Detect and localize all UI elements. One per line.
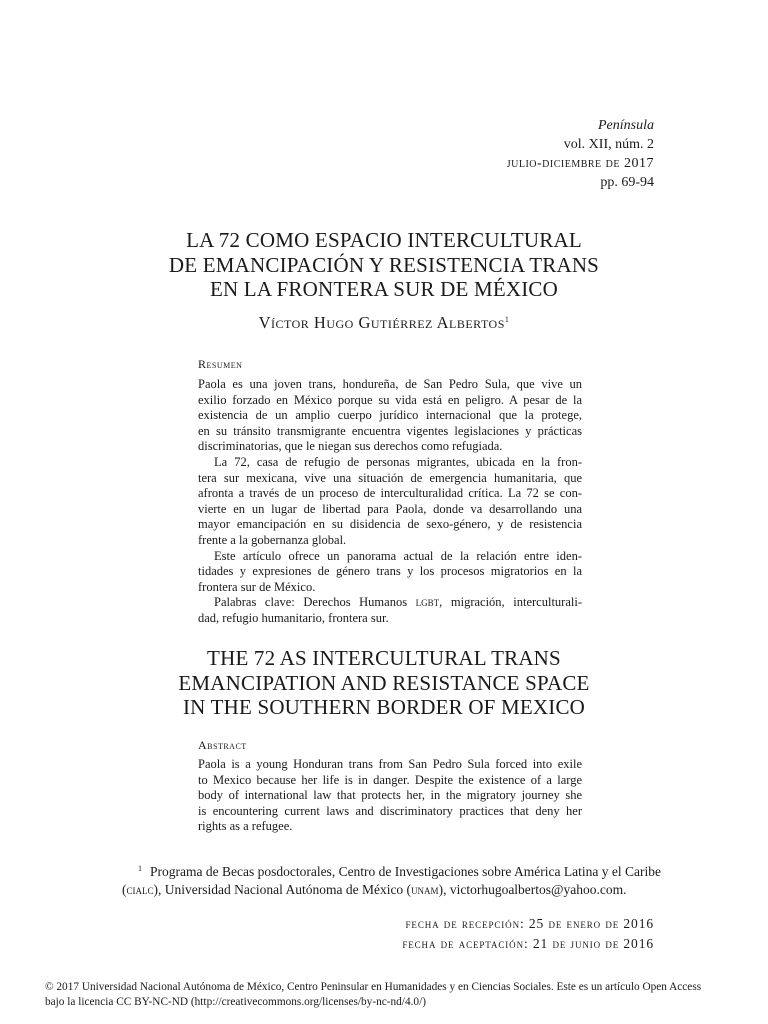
title-es-line: EN LA FRONTERA SUR DE MÉXICO bbox=[209, 277, 559, 301]
journal-period: julio-diciembre de 2017 bbox=[506, 156, 654, 171]
keywords-line bbox=[198, 595, 582, 611]
resumen-line: mayor emancipación en su disidencia de sexo-género, y de resistencia bbox=[198, 517, 582, 532]
footnote-mark: 1 bbox=[138, 864, 142, 873]
keywords-lgbt: lgbt bbox=[415, 595, 440, 610]
resumen-body bbox=[198, 377, 582, 627]
abstract-line: to Mexico because her life is in danger. Despite the existence of a large bbox=[198, 772, 582, 787]
keywords-pre: Palabras clave: Derechos Humanos bbox=[214, 595, 416, 610]
journal-name: Península bbox=[598, 118, 654, 133]
resumen-line: tera sur mexicana, vive una situación de emergencia humanitaria, que bbox=[198, 470, 582, 485]
resumen-line: Este artículo ofrece un panorama actual de la relación entre iden- bbox=[214, 548, 582, 563]
footnote-text: ), Universidad Nacional Autónoma de México ( bbox=[153, 882, 412, 897]
resumen-line: afronta a través de un proceso de interculturalidad crítica. La 72 se con- bbox=[198, 486, 582, 501]
article-title-es bbox=[0, 228, 768, 302]
copyright-line: © 2017 Universidad Nacional Autónoma de México, Centro Peninsular en Humanidades y en Ciencias Sociales. Este es un artículo Open Access bbox=[45, 981, 702, 993]
copyright-notice bbox=[45, 980, 725, 1009]
title-es-line: LA 72 COMO ESPACIO INTERCULTURAL bbox=[186, 228, 582, 252]
title-en-line: THE 72 AS INTERCULTURAL TRANS bbox=[207, 646, 561, 670]
resumen-line: tidades y expresiones de género trans y los procesos migratorios en la bbox=[198, 564, 582, 579]
resumen-line: existencia de un amplio cuerpo jurídico internacional que la protege, bbox=[198, 408, 582, 423]
abstract-line: rights as a refugee. bbox=[198, 819, 293, 834]
date-accepted: fecha de aceptación: 21 de junio de 2016 bbox=[402, 936, 654, 951]
journal-volume: vol. XII, núm. 2 bbox=[563, 137, 654, 152]
title-es-line: DE EMANCIPACIÓN Y RESISTENCIA TRANS bbox=[168, 252, 600, 277]
journal-pages: pp. 69-94 bbox=[600, 175, 654, 190]
title-en-line: IN THE SOUTHERN BORDER OF MEXICO bbox=[182, 695, 586, 719]
abstract-body bbox=[198, 757, 582, 835]
resumen-line: vierte en un lugar de libertad para Paola, donde va desarrollando una bbox=[198, 501, 582, 516]
footnote-email: ), victorhugoalbertos@yahoo.com. bbox=[438, 882, 627, 897]
title-en-line: EMANCIPATION AND RESISTANCE SPACE bbox=[178, 670, 590, 695]
keywords-post: , migración, interculturali- bbox=[439, 595, 582, 610]
author-footnote-mark: 1 bbox=[504, 315, 510, 324]
resumen-heading: Resumen bbox=[198, 357, 243, 371]
footnote-line bbox=[122, 881, 650, 899]
resumen-line: La 72, casa de refugio de personas migrantes, ubicada en la fron- bbox=[214, 454, 582, 469]
resumen-line: frente a la gobernanza global. bbox=[198, 532, 347, 547]
resumen-line: frontera sur de México. bbox=[198, 579, 316, 594]
author-name bbox=[0, 313, 768, 333]
keywords-line: dad, refugio humanitario, frontera sur. bbox=[198, 610, 389, 625]
footnote-cialc: cialc bbox=[126, 882, 154, 897]
footnote bbox=[122, 860, 661, 899]
resumen-line: en su tránsito transmigrante encuentra vigentes legislaciones y prácticas bbox=[198, 423, 582, 438]
footnote-text: ( bbox=[122, 882, 127, 897]
footnote-unam: unam bbox=[411, 882, 439, 897]
copyright-license-link[interactable]: bajo la licencia CC BY-NC-ND (http://creativecommons.org/licenses/by-nc-nd/4.0/) bbox=[45, 995, 426, 1008]
abstract-heading: Abstract bbox=[198, 738, 247, 752]
footnote-text: Programa de Becas posdoctorales, Centro de Investigaciones sobre América Latina y el Caribe bbox=[150, 864, 661, 879]
resumen-line: exilio forzado en México porque su vida está en peligro. A pesar de la bbox=[198, 392, 582, 407]
footnote-line bbox=[122, 860, 661, 881]
resumen-line: Paola es una joven trans, hondureña, de San Pedro Sula, que vive un bbox=[198, 377, 582, 391]
resumen-line: discriminatorias, que le niegan sus derechos como refugiada. bbox=[198, 439, 503, 454]
article-title-en bbox=[0, 646, 768, 720]
date-received: fecha de recepción: 25 de enero de 2016 bbox=[405, 916, 654, 931]
author-name-text: Víctor Hugo Gutiérrez Albertos bbox=[258, 313, 505, 332]
abstract-line: body of international law that protects her, in the migratory journey she bbox=[198, 788, 582, 803]
abstract-line: is encountering current laws and discriminatory practices that deny her bbox=[198, 803, 582, 818]
abstract-line: Paola is a young Honduran trans from San Pedro Sula forced into exile bbox=[198, 757, 582, 771]
